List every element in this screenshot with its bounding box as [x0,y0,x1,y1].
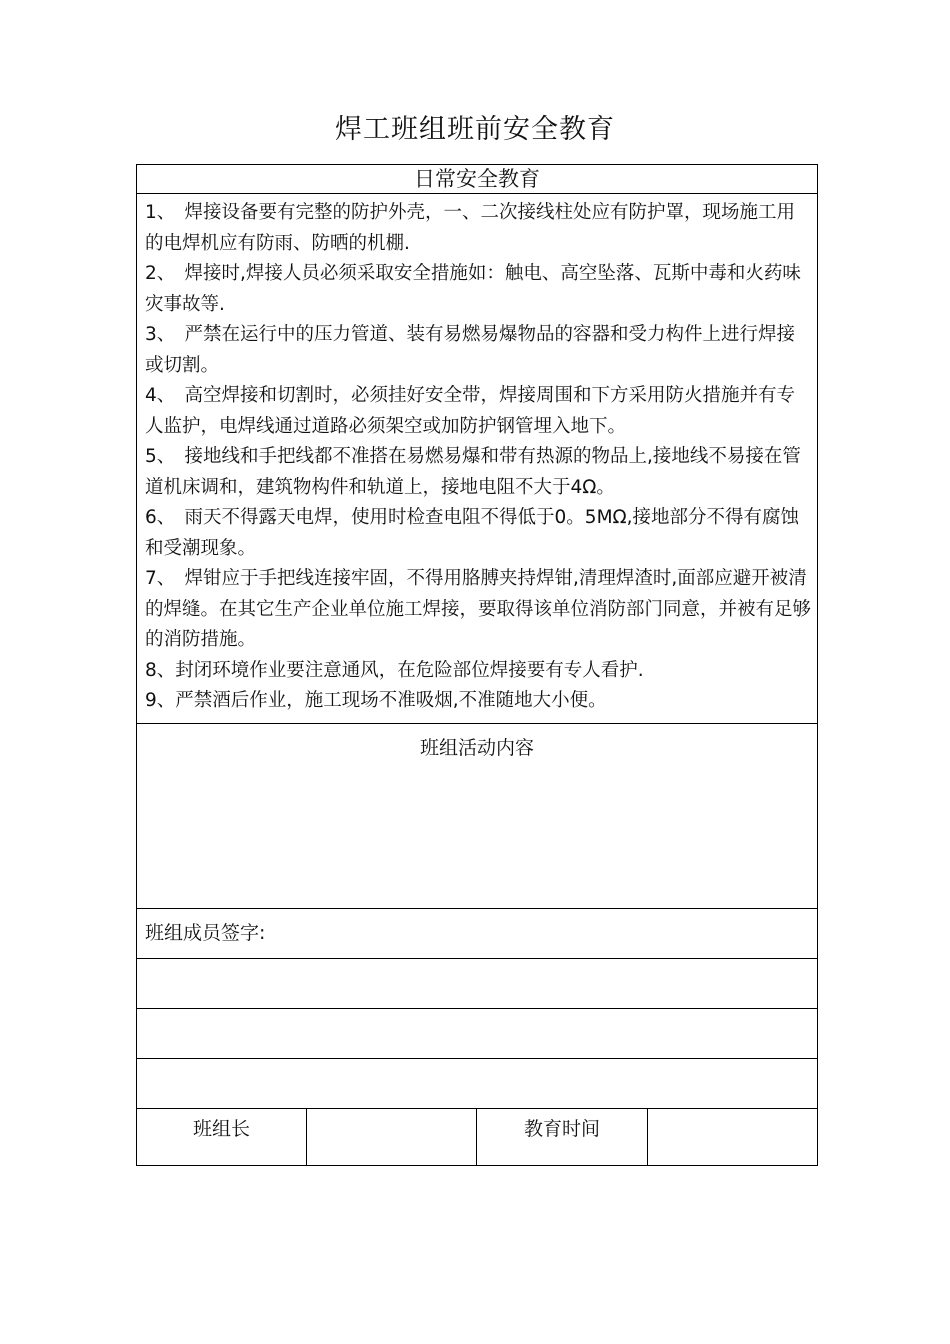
rule-item: 4、 高空焊接和切割时，必须挂好安全带，焊接周围和下方采用防火措施并有专人监护，电焊线通过道路必须架空或加防护钢管埋入地下。 [145,385,796,437]
activity-heading: 班组活动内容 [419,736,534,759]
rule-item: 5、 接地线和手把线都不准搭在易燃易爆和带有热源的物品上,接地线不易接在管道机床调和，建筑物构件和轨道上，接地电阻不大于4Ω。 [145,446,801,498]
rule-item: 7、 焊钳应于手把线连接牢固，不得用胳膊夹持焊钳,清理焊渣时,面部应避开被清的焊缝。在其它生产企业单位施工焊接，要取得该单位消防部门同意，并被有足够的消防措施。 [145,568,812,650]
rule-item: 2、 焊接时,焊接人员必须采取安全措施如：触电、高空坠落、瓦斯中毒和火药味灾事故等. [145,263,801,315]
education-time-label: 教育时间 [477,1108,648,1165]
signature-row [137,1008,818,1058]
rule-item: 6、 雨天不得露天电焊，使用时检查电阻不得低于0。5MΩ,接地部分不得有腐蚀和受潮现象。 [145,507,800,559]
activity-row [137,723,818,908]
safety-education-form [136,164,818,1166]
signature-field[interactable] [137,958,818,1008]
footer-row [137,1108,818,1165]
signature-row [137,958,818,1008]
signature-label: 班组成员签字: [145,922,266,944]
rule-item: 1、 焊接设备要有完整的防护外壳，一、二次接线柱处应有防护罩，现场施工用的电焊机应有防雨、防晒的机棚. [145,202,796,254]
rules-row [137,194,818,724]
education-time-field[interactable] [648,1108,818,1165]
activity-content-field[interactable] [137,723,818,908]
signature-label-row [137,908,818,958]
document-title: 焊工班组班前安全教育 [335,114,615,145]
signature-row [137,1058,818,1108]
daily-education-heading-row [137,165,818,194]
signature-label-cell [137,908,818,958]
rules-cell [137,194,818,724]
signature-field[interactable] [137,1058,818,1108]
signature-field[interactable] [137,1008,818,1058]
daily-education-heading: 日常安全教育 [137,165,818,194]
rule-item: 9、严禁酒后作业，施工现场不准吸烟,不准随地大小便。 [145,690,607,711]
team-leader-label: 班组长 [137,1108,307,1165]
rule-item: 3、 严禁在运行中的压力管道、装有易燃易爆物品的容器和受力构件上进行焊接或切割。 [145,324,796,376]
rule-item: 8、封闭环境作业要注意通风，在危险部位焊接要有专人看护. [145,659,644,681]
team-leader-field[interactable] [307,1108,477,1165]
